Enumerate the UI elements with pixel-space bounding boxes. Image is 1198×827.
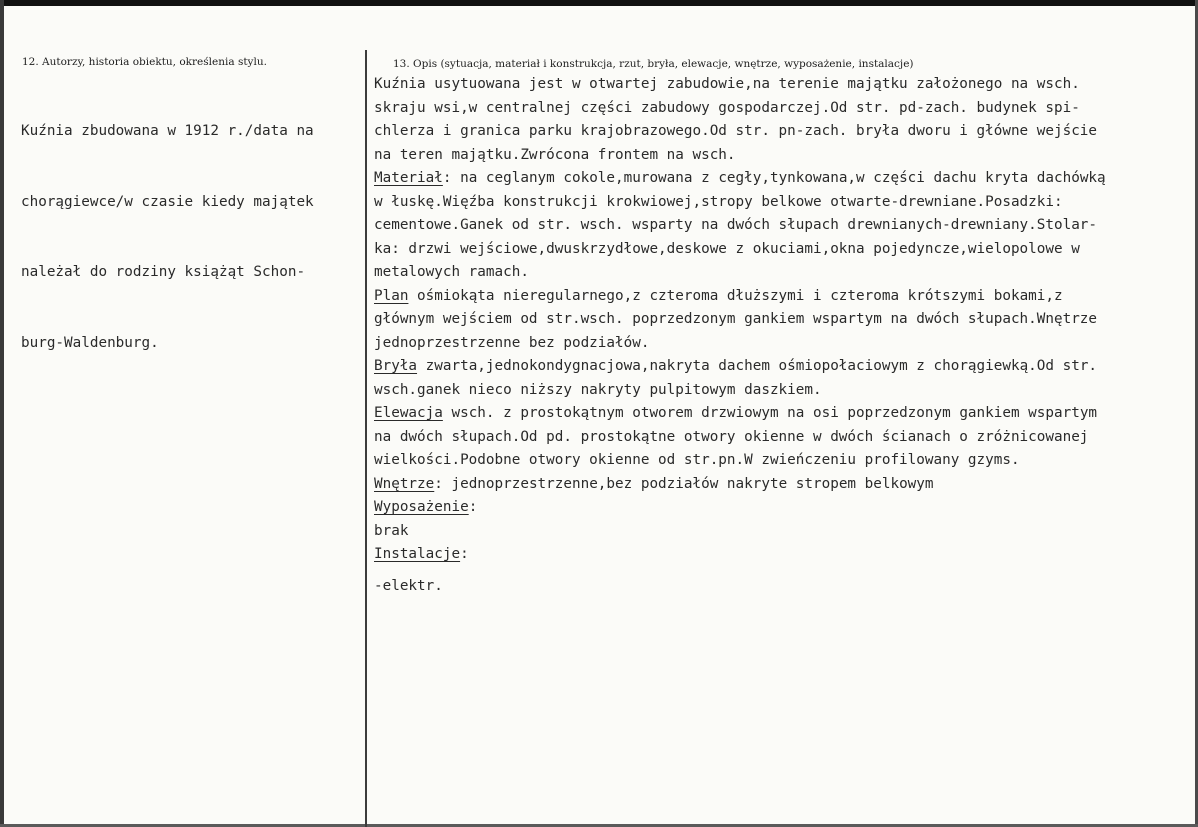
instalacje-colon: : bbox=[460, 546, 469, 562]
text-line: Kuźnia usytuowana jest w otwartej zabudowie,na terenie majątku założonego na wsch. bbox=[374, 76, 1080, 92]
elewacja-line bbox=[374, 402, 1189, 426]
wyposazenie-value: brak bbox=[374, 522, 409, 539]
text-line: skraju wsi,w centralnej części zabudowy gospodarczej.Od str. pd-zach. budynek spi- bbox=[374, 99, 1080, 116]
instalacje-line bbox=[374, 543, 1189, 567]
plan-text: ośmiokąta nieregularnego,z czteroma dłuższymi i czteroma krótszymi bokami,z bbox=[408, 287, 1063, 304]
section-13-text bbox=[374, 73, 1189, 598]
plan-label: Plan bbox=[374, 287, 409, 304]
text-line: na dwóch słupach.Od pd. prostokątne otwory okienne w dwóch ścianach o zróżnicowanej bbox=[374, 428, 1089, 445]
wnetrze-text: : jednoprzestrzenne,bez podziałów nakryte stropem belkowym bbox=[434, 475, 934, 492]
text-line: chorągiewce/w czasie kiedy majątek bbox=[21, 193, 314, 210]
instalacje-value: -elektr. bbox=[374, 577, 443, 594]
wyposazenie-colon: : bbox=[468, 499, 478, 515]
section-13-header: 13. Opis (sytuacja, materiał i konstrukcja, rzut, bryła, elewacje, wnętrze, wyposażenie, instalacje) bbox=[393, 58, 914, 70]
text-line: wsch.ganek nieco niższy nakryty pulpitowym daszkiem. bbox=[374, 381, 822, 398]
column-divider bbox=[365, 50, 367, 827]
wyposazenie-label: Wyposażenie bbox=[374, 499, 469, 515]
text-line: cementowe.Ganek od str. wsch. wsparty na dwóch słupach drewnianych-drewniany.Stolar- bbox=[374, 217, 1098, 233]
text-line: wielkości.Podobne otwory okienne od str.pn.W zwieńczeniu profilowany gzyms. bbox=[374, 452, 1020, 468]
text-line: Kuźnia zbudowana w 1912 r./data na bbox=[21, 123, 314, 139]
material-label: Materiał bbox=[374, 170, 443, 186]
instalacje-label: Instalacje bbox=[374, 546, 461, 562]
wnetrze-line bbox=[374, 473, 1189, 497]
text-line: ka: drzwi wejściowe,dwuskrzydłowe,deskowe z okuciami,okna pojedyncze,wielopolowe w bbox=[374, 240, 1080, 257]
bryla-label: Bryła bbox=[374, 358, 418, 374]
text-line: jednoprzestrzenne bez podziałów. bbox=[374, 334, 650, 351]
material-line bbox=[374, 167, 1189, 191]
section-12-header: 12. Autorzy, historia obiektu, określenia stylu. bbox=[22, 56, 267, 68]
text-line: głównym wejściem od str.wsch. poprzedzonym gankiem wspartym na dwóch słupach.Wnętrze bbox=[374, 311, 1098, 327]
scan-left-edge bbox=[0, 0, 4, 827]
text-line: należał do rodziny książąt Schon- bbox=[21, 264, 306, 280]
elewacja-label: Elewacja bbox=[374, 405, 443, 421]
material-text: : na ceglanym cokole,murowana z cegły,tynkowana,w części dachu kryta dachówką bbox=[442, 170, 1106, 186]
text-line: burg-Waldenburg. bbox=[21, 334, 159, 351]
elewacja-text: wsch. z prostokątnym otworem drzwiowym na osi poprzedzonym gankiem wspartym bbox=[442, 405, 1098, 421]
wnetrze-label: Wnętrze bbox=[374, 475, 435, 492]
scan-top-edge bbox=[0, 0, 1198, 6]
plan-line bbox=[374, 285, 1189, 309]
wyposazenie-line bbox=[374, 496, 1189, 520]
bryla-text: zwarta,jednokondygnacjowa,nakryta dachem ośmiopołaciowym z chorągiewką.Od str. bbox=[417, 358, 1098, 374]
spacer bbox=[374, 567, 1189, 575]
text-line: w łuskę.Więźba konstrukcji krokwiowej,stropy belkowe otwarte-drewniane.Posadzki: bbox=[374, 193, 1063, 210]
section-12-text bbox=[21, 73, 361, 402]
text-line: chlerza i granica parku krajobrazowego.Od str. pn-zach. bryła dworu i główne wejście bbox=[374, 123, 1098, 139]
text-line: na teren majątku.Zwrócona frontem na wsch. bbox=[374, 146, 736, 163]
bryla-line bbox=[374, 355, 1189, 379]
text-line: metalowych ramach. bbox=[374, 264, 529, 280]
